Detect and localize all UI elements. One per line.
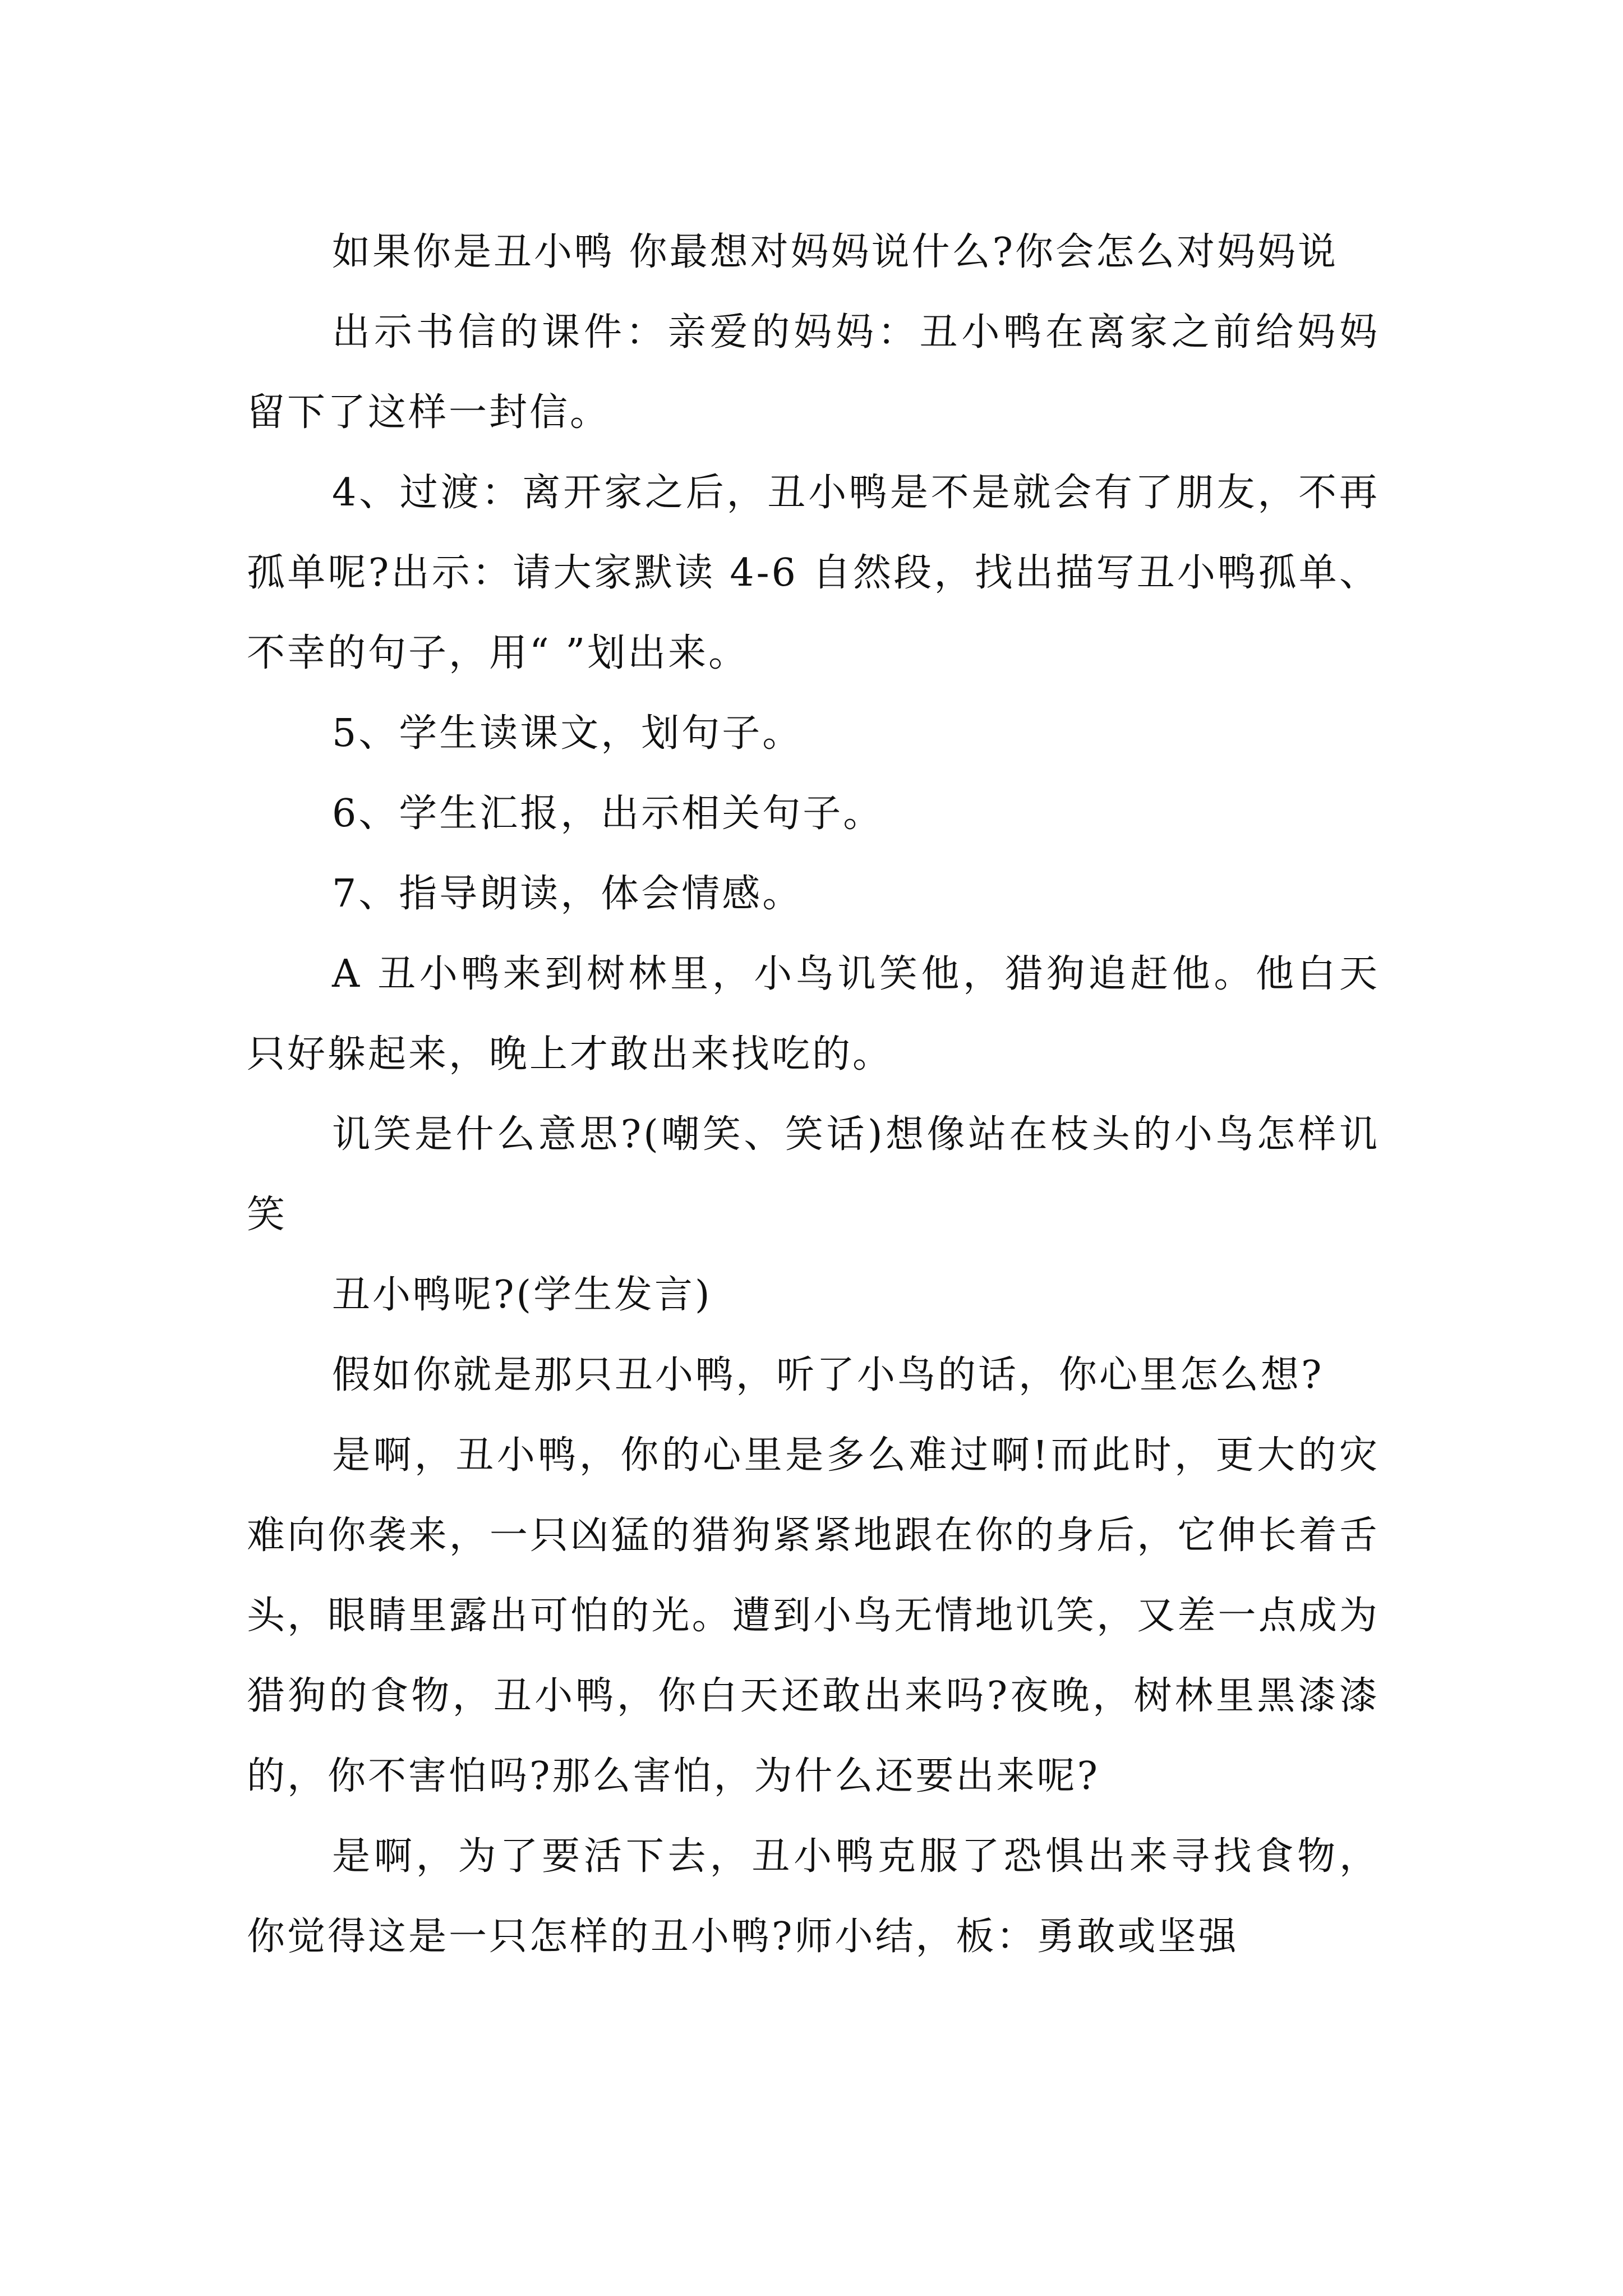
paragraph: A 丑小鸭来到树林里，小鸟讥笑他，猎狗追赶他。他白天只好躲起来，晚上才敢出来找吃的。 [247,952,1380,1076]
paragraph: 4、过渡：离开家之后，丑小鸭是不是就会有了朋友，不再孤单呢?出示：请大家默读 4-6 自然段，找出描写丑小鸭孤单、不幸的句子，用“ ”划出来。 [247,471,1380,675]
paragraph: 7、指导朗读，体会情感。 [332,872,803,916]
paragraph: 出示书信的课件：亲爱的妈妈：丑小鸭在离家之前给妈妈留下了这样一封信。 [247,310,1380,435]
paragraph: 5、学生读课文，划句子。 [332,711,803,756]
paragraph: 如果你是丑小鸭 你最想对妈妈说什么?你会怎么对妈妈说 [332,230,1339,274]
document-body [247,212,1380,1977]
paragraph: 6、学生汇报，出示相关句子。 [332,792,884,836]
paragraph: 假如你就是那只丑小鸭，听了小鸟的话，你心里怎么想? [332,1353,1324,1397]
paragraph: 是啊，丑小鸭，你的心里是多么难过啊!而此时，更大的灾难向你袭来，一只凶猛的猎狗紧紧地跟在你的身后，它伸长着舌头，眼睛里露出可怕的光。遭到小鸟无情地讥笑，又差一点成为猎狗的食物，丑小鸭，你白天还敢出来吗?夜晚，树林里黑漆漆的，你不害怕吗?那么害怕，为什么还要出来呢? [247,1433,1380,1798]
paragraph: 丑小鸭呢?(学生发言) [332,1273,712,1317]
paragraph: 讥笑是什么意思?(嘲笑、笑话)想像站在枝头的小鸟怎样讥笑 [247,1112,1380,1237]
paragraph: 是啊，为了要活下去，丑小鸭克服了恐惧出来寻找食物，你觉得这是一只怎样的丑小鸭?师小结，板：勇敢或坚强 [247,1834,1380,1959]
